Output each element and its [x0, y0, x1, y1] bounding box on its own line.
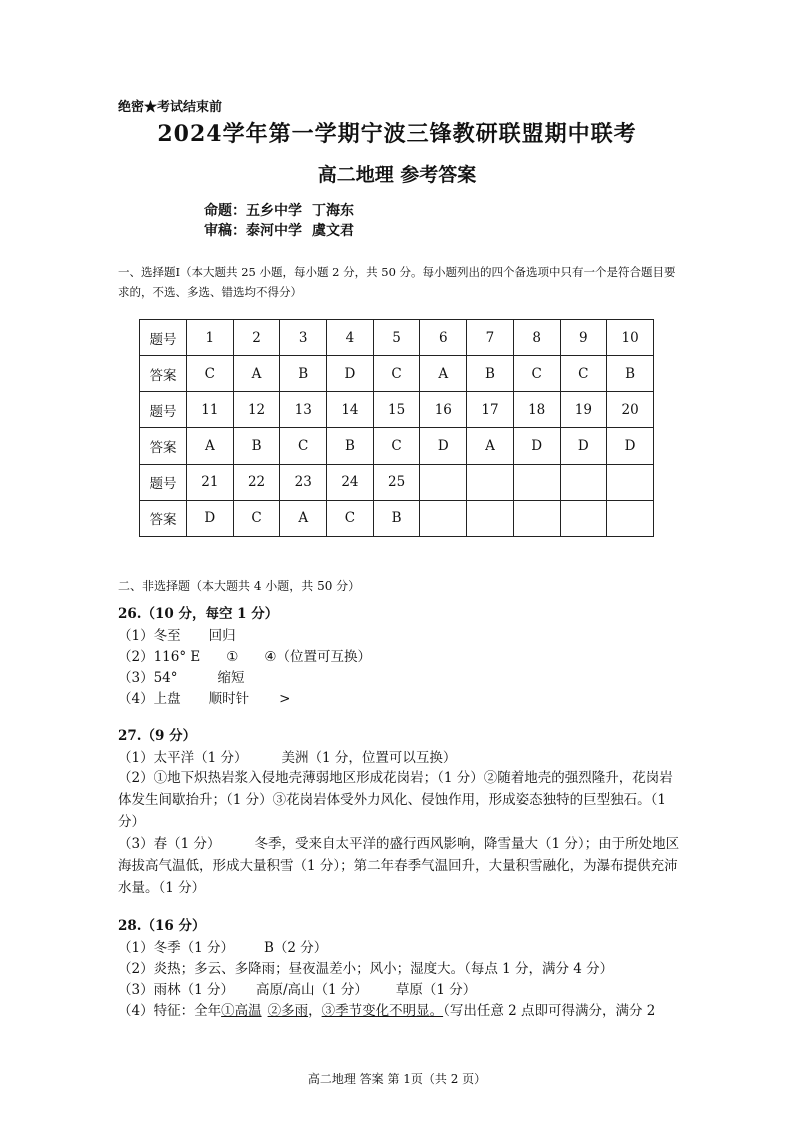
q27-line1 [118, 746, 456, 766]
q26-2b: ① [226, 649, 239, 665]
q28-line1 [118, 936, 327, 956]
table-cell: A [467, 428, 514, 464]
table-cell: C [327, 500, 374, 536]
q27-3b: 冬季，受来自太平洋的盛行西风影响，降雪量大（1 分）；由于所处地区海拔高气温低，形成大量积雪（1 分）；第二年春季气温回升，大量积雪融化，为瀑布提供充沛水量。（1 分） [118, 836, 680, 896]
table-cell: B [467, 356, 514, 392]
table-cell: A [233, 356, 280, 392]
table-cell [607, 464, 654, 500]
q26-4b: 顺时针 [208, 691, 250, 707]
table-cell [560, 464, 607, 500]
table-cell: 13 [280, 392, 327, 428]
table-cell: C [513, 356, 560, 392]
q26-1b: 回归 [208, 628, 236, 644]
q26-line3 [118, 666, 245, 686]
table-cell [607, 500, 654, 536]
q26-4a: （4）上盘 [118, 691, 181, 707]
table-cell: 9 [560, 320, 607, 356]
table-cell: 1 [187, 320, 234, 356]
q28-3c: 草原（1 分） [395, 982, 477, 998]
section2-heading: 二、非选择题（本大题共 4 小题，共 50 分） [118, 579, 361, 593]
table-row [140, 428, 654, 464]
q27-1a: （1）太平洋（1 分） [118, 750, 248, 766]
table-row [140, 356, 654, 392]
q28-4-underline1: ①高温 [221, 1003, 262, 1019]
table-cell: D [420, 428, 467, 464]
q28-4-underline2: ②多雨 [267, 1003, 309, 1019]
table-cell: 23 [280, 464, 327, 500]
number-header-cell: 题号 [140, 464, 187, 500]
q27-3a: （3）春（1 分） [118, 836, 221, 852]
table-cell: 4 [327, 320, 374, 356]
table-row [140, 500, 654, 536]
reviewer-name: 虞文君 [312, 223, 354, 239]
table-cell: 16 [420, 392, 467, 428]
table-cell: B [373, 500, 420, 536]
table-cell: C [560, 356, 607, 392]
reviewer-school: 泰河中学 [246, 223, 302, 239]
table-cell [513, 500, 560, 536]
table-cell: C [373, 356, 420, 392]
table-cell: 10 [607, 320, 654, 356]
table-cell: 14 [327, 392, 374, 428]
table-cell: C [373, 428, 420, 464]
q28-title: 28.（16 分） [118, 918, 206, 934]
table-cell: 22 [233, 464, 280, 500]
table-cell [467, 500, 514, 536]
table-cell: 18 [513, 392, 560, 428]
q26-line4 [118, 687, 290, 707]
table-cell: D [607, 428, 654, 464]
q27-1b: 美洲（1 分，位置可以互换） [281, 750, 457, 766]
table-cell: 7 [467, 320, 514, 356]
table-cell: 17 [467, 392, 514, 428]
table-cell: D [513, 428, 560, 464]
table-cell: A [420, 356, 467, 392]
table-cell: C [280, 428, 327, 464]
q26-line1 [118, 624, 236, 644]
q28-4c: ， [308, 1003, 322, 1019]
table-cell: D [187, 500, 234, 536]
table-cell: 11 [187, 392, 234, 428]
author-line [204, 200, 354, 220]
table-row [140, 392, 654, 428]
table-cell: C [233, 500, 280, 536]
table-cell [467, 464, 514, 500]
page-footer: 高二地理 答案 第 1页（共 2 页） [307, 1072, 487, 1086]
table-cell: A [187, 428, 234, 464]
q28-3b: 高原/高山（1 分） [255, 982, 368, 998]
number-header-cell: 题号 [140, 392, 187, 428]
table-cell: 3 [280, 320, 327, 356]
table-cell: B [233, 428, 280, 464]
answer-header-cell: 答案 [140, 356, 187, 392]
table-cell: B [327, 428, 374, 464]
table-row [140, 320, 654, 356]
table-cell: 8 [513, 320, 560, 356]
reviewer-line [204, 220, 354, 240]
author-label: 命题： [204, 203, 246, 219]
table-cell: 2 [233, 320, 280, 356]
table-cell [513, 464, 560, 500]
answer-header-cell: 答案 [140, 500, 187, 536]
table-cell: 21 [187, 464, 234, 500]
table-cell: 20 [607, 392, 654, 428]
exam-title: 2024学年第一学期宁波三锋教研联盟期中联考 [157, 121, 637, 147]
table-cell: B [280, 356, 327, 392]
table-cell: 24 [327, 464, 374, 500]
q28-line4 [118, 999, 655, 1019]
confidential-label: 绝密★考试结束前 [118, 100, 223, 115]
q27-line3 [118, 833, 684, 899]
q26-3a: （3）54° [118, 670, 178, 686]
q26-2c: ④（位置可互换） [264, 649, 371, 665]
q26-1a: （1）冬至 [118, 628, 181, 644]
table-cell: 15 [373, 392, 420, 428]
table-cell: D [560, 428, 607, 464]
table-row [140, 464, 654, 500]
table-cell [420, 464, 467, 500]
q26-2a: （2）116° E [118, 649, 201, 665]
q27-title: 27.（9 分） [118, 728, 197, 744]
table-cell: C [187, 356, 234, 392]
author-name: 丁海东 [312, 203, 354, 219]
q26-4c: > [279, 691, 291, 707]
table-cell: 25 [373, 464, 420, 500]
q28-4d: （写出任意 2 点即可得满分，满分 2 [443, 1003, 656, 1019]
q26-title: 26.（10 分，每空 1 分） [118, 606, 279, 622]
table-cell: 19 [560, 392, 607, 428]
table-cell: D [327, 356, 374, 392]
q26-3b: 缩短 [217, 670, 245, 686]
number-header-cell: 题号 [140, 320, 187, 356]
table-cell [420, 500, 467, 536]
author-school: 五乡中学 [246, 203, 302, 219]
q28-line2: （2）炎热；多云、多降雨；昼夜温差小；风小；湿度大。（每点 1 分，满分 4 分） [118, 961, 614, 977]
table-cell: 6 [420, 320, 467, 356]
q28-1a: （1）冬季（1 分） [118, 940, 234, 956]
table-cell: 12 [233, 392, 280, 428]
q28-1b: B（2 分） [263, 940, 328, 956]
q27-line2: （2）①地下炽热岩浆入侵地壳薄弱地区形成花岗岩；（1 分）②随着地壳的强烈隆升，花岗岩体发生间歇抬升；（1 分）③花岗岩体受外力风化、侵蚀作用，形成姿态独特的巨型独石。（1 分） [118, 770, 673, 830]
q26-line2 [118, 645, 371, 665]
answer-table [139, 319, 654, 537]
answer-header-cell: 答案 [140, 428, 187, 464]
table-cell: A [280, 500, 327, 536]
exam-subtitle: 高二地理 参考答案 [317, 164, 477, 186]
q28-3a: （3）雨林（1 分） [118, 982, 234, 998]
table-cell: 5 [373, 320, 420, 356]
section1-heading: 一、选择题Ⅰ（本大题共 25 小题，每小题 2 分，共 50 分。每小题列出的四个备选项中只有一个是符合题目要求的，不选、多选、错选均不得分） [118, 265, 676, 299]
q28-4-underline3: ③季节变化不明显。 [321, 1003, 444, 1019]
table-cell: B [607, 356, 654, 392]
q28-4a: （4）特征：全年 [118, 1003, 222, 1019]
table-cell [560, 500, 607, 536]
reviewer-label: 审稿： [204, 223, 246, 239]
q28-line3 [118, 978, 476, 998]
